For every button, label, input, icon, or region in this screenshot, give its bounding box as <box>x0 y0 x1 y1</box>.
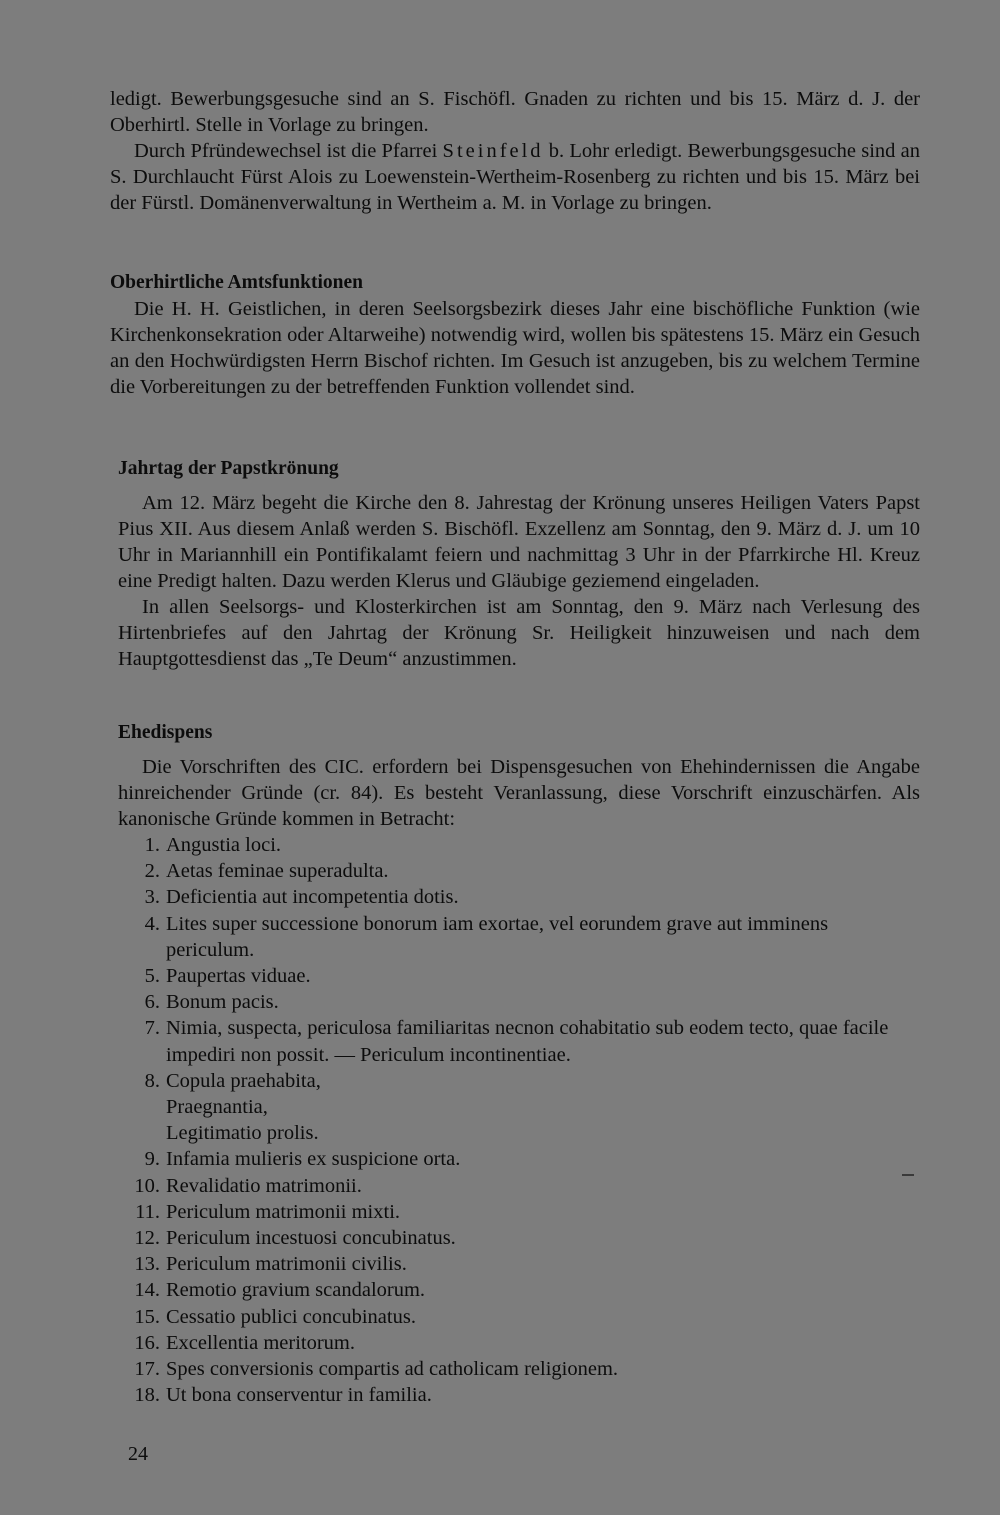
section-paragraph: Die Vorschriften des CIC. erfordern bei Dispensgesuchen von Ehehindernissen die Angabe hinreichender Gründe (cr. 84). Es besteht Veranlassung, diese Vorschrift einzuschärfen. Als kanonische Gründe kommen in Betracht: <box>118 756 920 830</box>
list-item <box>118 1199 920 1225</box>
list-item-number: 12. <box>134 1227 160 1250</box>
list-item <box>118 1251 920 1277</box>
intro-paragraph-2 <box>110 138 920 216</box>
list-item-number: 8. <box>144 1069 160 1092</box>
list-item-subline: Legitimatio prolis. <box>166 1122 319 1145</box>
list-item-text: Bonum pacis. <box>166 991 279 1014</box>
list-item-number: 5. <box>144 965 160 988</box>
list-item-text: Deficientia aut incompetentia dotis. <box>166 886 459 909</box>
list-item <box>118 858 920 884</box>
list-item-text: Infamia mulieris ex suspicione orta. <box>166 1148 461 1171</box>
section-papstkroenung <box>118 456 920 672</box>
list-item <box>118 1356 920 1382</box>
intro-block <box>110 86 920 216</box>
list-item-text: Spes conversionis compartis ad catholicam religionem. <box>166 1358 619 1381</box>
list-item <box>118 884 920 910</box>
list-item-number: 11. <box>135 1200 160 1223</box>
list-item-text: Excellentia meritorum. <box>166 1331 355 1354</box>
list-item-subline: Praegnantia, <box>166 1096 268 1119</box>
intro-paragraph-1: ledigt. Bewerbungsgesuche sind an S. Fischöfl. Gnaden zu richten und bis 15. März d. J. der Oberhirtl. Stelle in Vorlage zu bringen. <box>110 88 920 136</box>
list-item-text: Periculum incestuosi concubinatus. <box>166 1227 456 1250</box>
list-item-number: 9. <box>144 1148 160 1171</box>
list-item-text: Ut bona conserventur in familia. <box>166 1384 432 1407</box>
list-item <box>118 1382 920 1408</box>
list-item-number: 3. <box>144 886 160 909</box>
section-heading: Ehedispens <box>118 722 213 743</box>
margin-mark <box>902 1174 914 1176</box>
list-item-text: Lites super successione bonorum iam exortae, vel eorundem grave aut imminens periculum. <box>166 912 829 961</box>
reasons-list <box>118 832 920 1408</box>
section-ehedispens <box>118 720 920 1408</box>
list-item-number: 4. <box>144 912 160 935</box>
list-item <box>118 1146 920 1172</box>
list-item-number: 2. <box>144 860 160 883</box>
list-item-text: Remotio gravium scandalorum. <box>166 1279 426 1302</box>
list-item-text: Aetas feminae superadulta. <box>166 860 389 883</box>
list-item <box>118 1330 920 1356</box>
list-item <box>118 1277 920 1303</box>
section-paragraph: Die H. H. Geistlichen, in deren Seelsorgsbezirk dieses Jahr eine bischöfliche Funktion (wie Kirchenkonsekration oder Altarweihe) notwendig wird, wollen bis spätestens 15. März ein Gesuch an den Hochwürdigsten Herrn Bischof richten. Im Gesuch ist anzugeben, bis zu welchem Termine die Vorbereitungen zu der betreffenden Funktion vollendet sind. <box>110 298 920 398</box>
section-paragraph-1: Am 12. März begeht die Kirche den 8. Jahrestag der Krönung unseres Heiligen Vaters Papst Pius XII. Aus diesem Anlaß werden S. Bischöfl. Exzellenz am Sonntag, den 9. März d. J. um 10 Uhr in Mariannhill ein Pontifikalamt feiern und nachmittag 3 Uhr in der Pfarrkirche Hl. Kreuz eine Predigt halten. Dazu werden Klerus und Gläubige geziemend eingeladen. <box>118 492 920 592</box>
list-item-number: 1. <box>144 834 160 856</box>
list-item-number: 17. <box>134 1358 160 1381</box>
intro-text-a: Durch Pfründewechsel ist die Pfarrei <box>134 140 443 162</box>
list-item-number: 10. <box>134 1174 160 1197</box>
list-item <box>118 911 920 963</box>
list-item-number: 14. <box>134 1279 160 1302</box>
list-item <box>118 963 920 989</box>
page-number: 24 <box>128 1443 148 1465</box>
list-item-number: 15. <box>134 1305 160 1328</box>
list-item <box>118 832 920 858</box>
list-item-number: 13. <box>134 1253 160 1276</box>
list-item <box>118 1225 920 1251</box>
list-item-number: 16. <box>134 1331 160 1354</box>
list-item-number: 6. <box>144 991 160 1014</box>
list-item-number: 18. <box>134 1384 160 1407</box>
list-item <box>118 1304 920 1330</box>
list-item <box>118 1015 920 1067</box>
list-item-text: Copula praehabita, <box>166 1069 321 1092</box>
list-item <box>118 1068 920 1147</box>
list-item <box>118 1173 920 1199</box>
list-item-text: Periculum matrimonii mixti. <box>166 1200 401 1223</box>
list-item-text: Angustia loci. <box>166 834 282 856</box>
section-amtsfunktionen <box>110 270 920 400</box>
list-item-text: Nimia, suspecta, periculosa familiaritas necnon cohabitatio sub eodem tecto, quae facile impediri non possit. — Periculum incontinentiae. <box>166 1017 889 1066</box>
section-paragraph-2: In allen Seelsorgs- und Klosterkirchen ist am Sonntag, den 9. März nach Verlesung des Hirtenbriefes auf den Jahrtag der Krönung Sr. Heiligkeit hinzuweisen und nach dem Hauptgottesdienst das „Te Deum“ anzustimmen. <box>118 596 920 670</box>
list-item-text: Periculum matrimonii civilis. <box>166 1253 407 1276</box>
list-item-number: 7. <box>144 1017 160 1040</box>
list-item <box>118 989 920 1015</box>
section-heading: Oberhirtliche Amtsfunktionen <box>110 272 363 293</box>
list-item-text: Paupertas viduae. <box>166 965 311 988</box>
place-name: Steinfeld <box>442 140 544 162</box>
section-heading: Jahrtag der Papstkrönung <box>118 458 339 479</box>
list-item-text: Revalidatio matrimonii. <box>166 1174 362 1197</box>
intro-text-b: b. Lohr erledigt. Bewerbungsgesuche sind an S. Durchlaucht Fürst Alois zu Loewenstein-Wertheim-Rosenberg zu richten und bis 15. März bei der Fürstl. Domänenverwaltung in Wertheim a. M. in Vorlage zu bringen. <box>110 140 920 214</box>
list-item-text: Cessatio publici concubinatus. <box>166 1305 416 1328</box>
